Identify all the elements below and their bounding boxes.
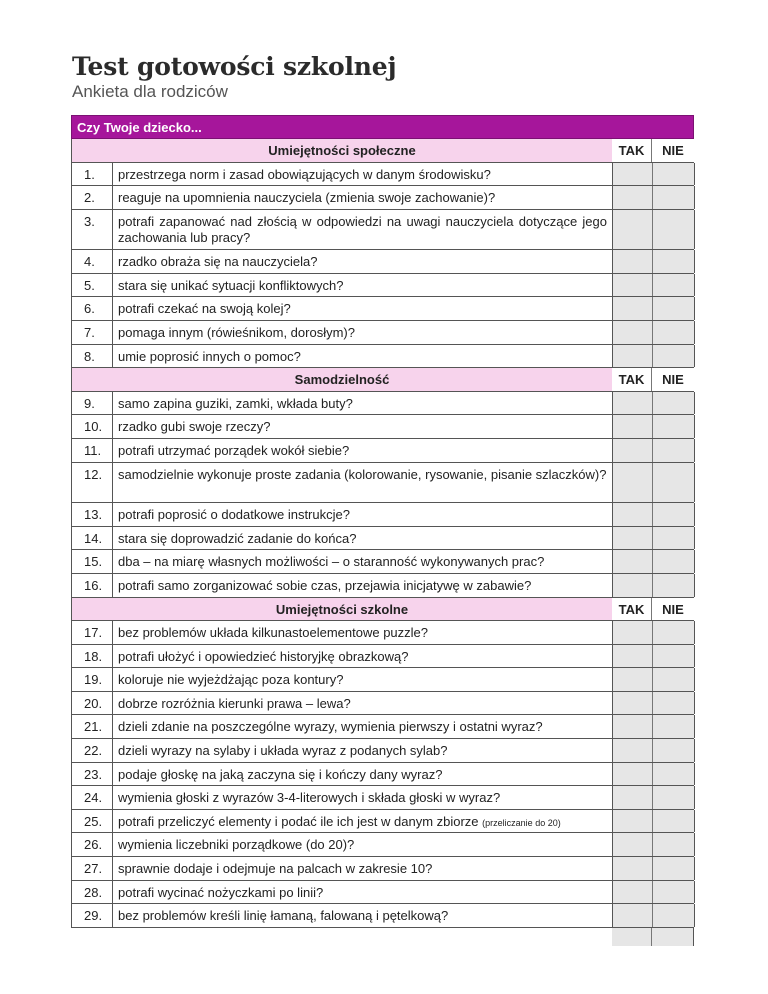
question-number: 25. <box>72 810 113 833</box>
section-title: Umiejętności szkolne <box>71 598 612 621</box>
answer-yes-checkbox[interactable] <box>613 668 653 691</box>
question-text: rzadko gubi swoje rzeczy? <box>113 415 613 438</box>
question-number: 11. <box>72 439 113 462</box>
question-row <box>71 810 694 834</box>
question-text: sprawnie dodaje i odejmuje na palcach w zakresie 10? <box>113 857 613 880</box>
question-row <box>71 715 694 739</box>
question-number: 12. <box>72 463 113 503</box>
question-number: 15. <box>72 550 113 573</box>
question-row <box>71 392 694 416</box>
answer-no-checkbox[interactable] <box>653 786 695 809</box>
question-row <box>71 763 694 787</box>
question-row <box>71 668 694 692</box>
question-number: 18. <box>72 645 113 668</box>
question-number: 26. <box>72 833 113 856</box>
column-label-yes: TAK <box>612 598 652 621</box>
answer-no-checkbox[interactable] <box>653 857 695 880</box>
question-row <box>71 250 694 274</box>
question-text: dzieli wyrazy na sylaby i układa wyraz z podanych sylab? <box>113 739 613 762</box>
question-number: 13. <box>72 503 113 526</box>
answer-no-checkbox[interactable] <box>653 881 695 904</box>
answer-no-checkbox[interactable] <box>653 527 695 550</box>
question-row <box>71 550 694 574</box>
answer-yes-checkbox[interactable] <box>613 881 653 904</box>
question-row <box>71 739 694 763</box>
questionnaire-table <box>71 139 694 946</box>
question-text: potrafi poprosić o dodatkowe instrukcje? <box>113 503 613 526</box>
answer-yes-checkbox[interactable] <box>613 186 653 209</box>
answer-no-checkbox[interactable] <box>653 250 695 273</box>
answer-no-checkbox[interactable] <box>653 274 695 297</box>
answer-yes-checkbox[interactable] <box>613 715 653 738</box>
tail-cell-no <box>652 928 694 946</box>
answer-yes-checkbox[interactable] <box>613 345 653 368</box>
answer-yes-checkbox[interactable] <box>613 163 653 186</box>
question-number: 2. <box>72 186 113 209</box>
answer-no-checkbox[interactable] <box>653 645 695 668</box>
page-subtitle: Ankieta dla rodziców <box>72 82 228 101</box>
question-row <box>71 904 694 928</box>
question-number: 21. <box>72 715 113 738</box>
question-text: potrafi utrzymać porządek wokół siebie? <box>113 439 613 462</box>
tail-spacer <box>71 928 612 946</box>
question-number: 28. <box>72 881 113 904</box>
question-row <box>71 210 694 251</box>
question-row <box>71 786 694 810</box>
question-text: stara się unikać sytuacji konfliktowych? <box>113 274 613 297</box>
question-text: samo zapina guziki, zamki, wkłada buty? <box>113 392 613 415</box>
question-text: wymienia liczebniki porządkowe (do 20)? <box>113 833 613 856</box>
answer-no-checkbox[interactable] <box>653 415 695 438</box>
answer-yes-checkbox[interactable] <box>613 833 653 856</box>
question-text: przestrzega norm i zasad obowiązujących w danym środowisku? <box>113 163 613 186</box>
question-number: 1. <box>72 163 113 186</box>
answer-no-checkbox[interactable] <box>653 503 695 526</box>
column-label-no: NIE <box>652 368 694 391</box>
answer-no-checkbox[interactable] <box>653 810 695 833</box>
question-text: potrafi ułożyć i opowiedzieć historyjkę obrazkową? <box>113 645 613 668</box>
column-label-no: NIE <box>652 139 694 162</box>
answer-no-checkbox[interactable] <box>653 833 695 856</box>
answer-yes-checkbox[interactable] <box>613 621 653 644</box>
question-number: 3. <box>72 210 113 250</box>
question-row <box>71 503 694 527</box>
answer-no-checkbox[interactable] <box>653 621 695 644</box>
section-title: Samodzielność <box>71 368 612 391</box>
column-label-no: NIE <box>652 598 694 621</box>
answer-no-checkbox[interactable] <box>653 297 695 320</box>
question-number: 17. <box>72 621 113 644</box>
answer-no-checkbox[interactable] <box>653 668 695 691</box>
column-label-yes: TAK <box>612 139 652 162</box>
answer-no-checkbox[interactable] <box>653 550 695 573</box>
question-text: samodzielnie wykonuje proste zadania (kolorowanie, rysowanie, pisanie szlaczków)? <box>113 463 613 503</box>
question-number: 27. <box>72 857 113 880</box>
question-text: bez problemów układa kilkunastoelementowe puzzle? <box>113 621 613 644</box>
answer-yes-checkbox[interactable] <box>613 297 653 320</box>
answer-no-checkbox[interactable] <box>653 321 695 344</box>
question-row <box>71 527 694 551</box>
answer-no-checkbox[interactable] <box>653 163 695 186</box>
answer-yes-checkbox[interactable] <box>613 550 653 573</box>
question-row <box>71 881 694 905</box>
question-number: 8. <box>72 345 113 368</box>
answer-yes-checkbox[interactable] <box>613 210 653 250</box>
question-text: bez problemów kreśli linię łamaną, falowaną i pętelkową? <box>113 904 613 927</box>
question-number: 16. <box>72 574 113 597</box>
answer-yes-checkbox[interactable] <box>613 274 653 297</box>
answer-yes-checkbox[interactable] <box>613 692 653 715</box>
question-row <box>71 574 694 598</box>
question-row <box>71 321 694 345</box>
answer-no-checkbox[interactable] <box>653 574 695 597</box>
section-header <box>71 139 694 163</box>
question-text: umie poprosić innych o pomoc? <box>113 345 613 368</box>
question-text: dzieli zdanie na poszczególne wyrazy, wymienia pierwszy i ostatni wyraz? <box>113 715 613 738</box>
answer-no-checkbox[interactable] <box>653 739 695 762</box>
question-number: 20. <box>72 692 113 715</box>
answer-yes-checkbox[interactable] <box>613 321 653 344</box>
answer-yes-checkbox[interactable] <box>613 503 653 526</box>
answer-yes-checkbox[interactable] <box>613 439 653 462</box>
question-row <box>71 297 694 321</box>
answer-yes-checkbox[interactable] <box>613 527 653 550</box>
question-row <box>71 645 694 669</box>
answer-no-checkbox[interactable] <box>653 463 695 503</box>
question-row <box>71 463 694 504</box>
answer-no-checkbox[interactable] <box>653 210 695 250</box>
question-text: potrafi przeliczyć elementy i podać ile ich jest w danym zbiorze (przeliczanie do 20) <box>113 810 613 833</box>
answer-yes-checkbox[interactable] <box>613 786 653 809</box>
answer-yes-checkbox[interactable] <box>613 392 653 415</box>
question-row <box>71 833 694 857</box>
answer-yes-checkbox[interactable] <box>613 645 653 668</box>
column-label-yes: TAK <box>612 368 652 391</box>
question-row <box>71 345 694 369</box>
question-row <box>71 692 694 716</box>
question-number: 23. <box>72 763 113 786</box>
question-number: 6. <box>72 297 113 320</box>
section-title: Umiejętności społeczne <box>71 139 612 162</box>
question-text: podaje głoskę na jaką zaczyna się i kończy dany wyraz? <box>113 763 613 786</box>
question-row <box>71 439 694 463</box>
answer-yes-checkbox[interactable] <box>613 857 653 880</box>
answer-no-checkbox[interactable] <box>653 392 695 415</box>
answer-yes-checkbox[interactable] <box>613 810 653 833</box>
question-row <box>71 621 694 645</box>
question-text: wymienia głoski z wyrazów 3-4-literowych i składa głoski w wyraz? <box>113 786 613 809</box>
question-number: 14. <box>72 527 113 550</box>
question-text: koloruje nie wyjeżdżając poza kontury? <box>113 668 613 691</box>
question-row <box>71 274 694 298</box>
question-text: stara się doprowadzić zadanie do końca? <box>113 527 613 550</box>
table-tail <box>71 928 694 946</box>
question-number: 9. <box>72 392 113 415</box>
question-number: 5. <box>72 274 113 297</box>
answer-no-checkbox[interactable] <box>653 345 695 368</box>
question-text: rzadko obraża się na nauczyciela? <box>113 250 613 273</box>
answer-yes-checkbox[interactable] <box>613 574 653 597</box>
question-note: (przeliczanie do 20) <box>482 817 561 828</box>
answer-yes-checkbox[interactable] <box>613 739 653 762</box>
question-text: reaguje na upomnienia nauczyciela (zmienia swoje zachowanie)? <box>113 186 613 209</box>
answer-yes-checkbox[interactable] <box>613 463 653 503</box>
question-row <box>71 415 694 439</box>
answer-no-checkbox[interactable] <box>653 904 695 927</box>
question-text: potrafi czekać na swoją kolej? <box>113 297 613 320</box>
question-number: 10. <box>72 415 113 438</box>
question-text: dobrze rozróżnia kierunki prawa – lewa? <box>113 692 613 715</box>
question-number: 22. <box>72 739 113 762</box>
tail-cell-yes <box>612 928 652 946</box>
answer-no-checkbox[interactable] <box>653 439 695 462</box>
questionnaire-header: Czy Twoje dziecko... <box>71 115 694 139</box>
question-number: 7. <box>72 321 113 344</box>
answer-yes-checkbox[interactable] <box>613 415 653 438</box>
question-text: potrafi zapanować nad złością w odpowiedzi na uwagi nauczyciela dotyczące jego zachowania lub pracy? <box>113 210 613 250</box>
question-number: 24. <box>72 786 113 809</box>
question-row <box>71 857 694 881</box>
question-row <box>71 163 694 187</box>
answer-no-checkbox[interactable] <box>653 715 695 738</box>
answer-no-checkbox[interactable] <box>653 763 695 786</box>
question-text: pomaga innym (rówieśnikom, dorosłym)? <box>113 321 613 344</box>
question-number: 29. <box>72 904 113 927</box>
section-header <box>71 368 694 392</box>
answer-yes-checkbox[interactable] <box>613 904 653 927</box>
question-row <box>71 186 694 210</box>
question-text: potrafi samo zorganizować sobie czas, przejawia inicjatywę w zabawie? <box>113 574 613 597</box>
page-title: Test gotowości szkolnej <box>72 52 397 81</box>
answer-no-checkbox[interactable] <box>653 186 695 209</box>
question-number: 19. <box>72 668 113 691</box>
question-text: potrafi wycinać nożyczkami po linii? <box>113 881 613 904</box>
answer-yes-checkbox[interactable] <box>613 763 653 786</box>
question-text: dba – na miarę własnych możliwości – o staranność wykonywanych prac? <box>113 550 613 573</box>
section-header <box>71 598 694 622</box>
answer-no-checkbox[interactable] <box>653 692 695 715</box>
question-number: 4. <box>72 250 113 273</box>
answer-yes-checkbox[interactable] <box>613 250 653 273</box>
